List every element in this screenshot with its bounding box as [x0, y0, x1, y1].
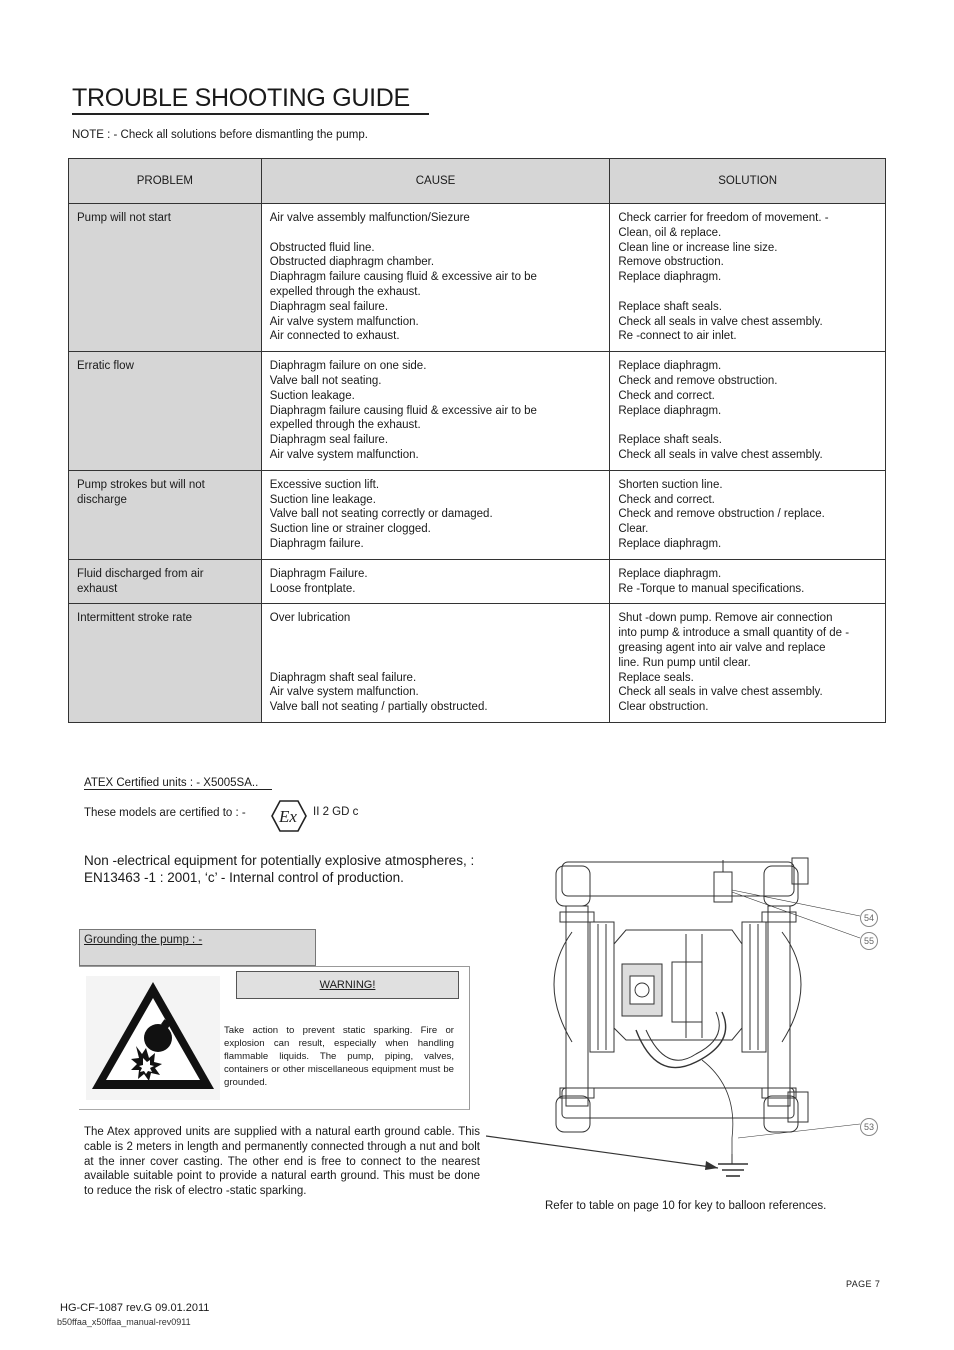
- cell-problem: [69, 559, 262, 604]
- problem-line: Fluid discharged from air: [77, 567, 204, 580]
- solution-line: Check all seals in valve chest assembly.: [618, 315, 823, 328]
- solution-line: Check and correct.: [618, 389, 715, 402]
- cell-cause: [261, 204, 610, 352]
- cause-line: [270, 656, 602, 671]
- cause-line: Valve ball not seating / partially obstructed.: [269, 701, 488, 714]
- diagram-reference-note: Refer to table on page 10 for key to balloon references.: [545, 1200, 827, 1212]
- solution-line: Re -connect to air inlet.: [618, 330, 737, 343]
- troubleshooting-table: [68, 158, 886, 723]
- cell-solution: [610, 604, 886, 723]
- cause-line: expelled through the exhaust.: [269, 419, 421, 432]
- svg-text:Ex: Ex: [279, 807, 297, 826]
- cause-line: Obstructed diaphragm chamber.: [269, 256, 435, 269]
- atex-certified-units: ATEX Certified units : - X5005SA..: [84, 777, 272, 790]
- cell-cause: [261, 604, 610, 723]
- cell-solution: [610, 352, 886, 471]
- cell-problem: [69, 352, 262, 471]
- problem-line: Pump will not start: [77, 212, 171, 224]
- ex-atex-icon: [271, 800, 307, 837]
- cause-line: Diaphragm failure causing fluid & excessive air to be: [269, 404, 537, 417]
- cause-line: Valve ball not seating correctly or damaged.: [269, 508, 493, 521]
- cause-line: Diaphragm failure.: [269, 537, 364, 550]
- solution-line: Clear obstruction.: [618, 701, 709, 714]
- solution-line: Check all seals in valve chest assembly.: [618, 686, 823, 699]
- table-header-row: [69, 159, 886, 204]
- note-text: NOTE : - Check all solutions before dismantling the pump.: [72, 129, 368, 141]
- cell-cause: [261, 559, 610, 604]
- solution-line: [618, 418, 877, 433]
- problem-line: exhaust: [77, 582, 118, 595]
- cause-line: [270, 226, 602, 241]
- cause-line: [270, 626, 602, 641]
- header-problem: PROBLEM: [69, 159, 262, 204]
- atex-statement: Non -electrical equipment for potentially explosive atmospheres, : EN13463 -1 : 2001, ‘c’ - Internal control of production.: [84, 853, 475, 885]
- explosion-warning-icon: [86, 976, 220, 1105]
- cell-solution: [610, 470, 886, 559]
- cause-line: Diaphragm Failure.: [269, 567, 368, 580]
- cause-line: Loose frontplate.: [269, 582, 356, 595]
- solution-line: Check and remove obstruction.: [618, 374, 778, 387]
- cause-line: Diaphragm seal failure.: [269, 434, 389, 447]
- table-row: [69, 352, 886, 471]
- cause-line: Air connected to exhaust.: [269, 330, 400, 343]
- solution-line: Replace diaphragm.: [618, 404, 722, 417]
- cause-line: Valve ball not seating.: [269, 374, 382, 387]
- cause-line: Obstructed fluid line.: [269, 241, 375, 254]
- cause-line: expelled through the exhaust.: [269, 285, 421, 298]
- problem-line: Erratic flow: [77, 360, 134, 373]
- balloon-54: 54: [860, 909, 878, 927]
- page-title: TROUBLE SHOOTING GUIDE: [72, 84, 429, 115]
- earth-cable-text: The Atex approved units are supplied with a natural earth ground cable. This cable is 2 meters in length and permanently connected through a nut and bolt at the inner cover casting. The other end is free to connect to the nearest available suitable point to provide a natural earth ground. This must be done to reduce the risk of electro -static sparking.: [84, 1126, 480, 1198]
- pump-diagram: [486, 852, 886, 1197]
- cause-line: Air valve system malfunction.: [269, 315, 419, 328]
- header-solution: SOLUTION: [610, 159, 886, 204]
- warning-title-box: [236, 971, 459, 999]
- problem-line: discharge: [77, 493, 127, 506]
- solution-line: Replace diaphragm.: [618, 567, 722, 580]
- balloon-55: 55: [860, 932, 878, 950]
- cause-line: Suction line or strainer clogged.: [269, 523, 431, 536]
- solution-line: Remove obstruction.: [618, 256, 724, 269]
- table-row: [69, 559, 886, 604]
- cause-line: Suction line leakage.: [269, 493, 376, 506]
- solution-line: into pump & introduce a small quantity of de -: [618, 627, 850, 640]
- solution-line: Shut -down pump. Remove air connection: [618, 612, 833, 625]
- cause-line: Diaphragm failure causing fluid & excessive air to be: [269, 271, 537, 284]
- atex-code: II 2 GD c: [313, 806, 359, 818]
- solution-line: Replace shaft seals.: [618, 434, 722, 447]
- solution-line: Clean, oil & replace.: [618, 226, 722, 239]
- solution-line: Replace diaphragm.: [618, 537, 722, 550]
- grounding-label: Grounding the pump : -: [84, 934, 203, 946]
- cause-line: Air valve system malfunction.: [269, 686, 419, 699]
- solution-line: Replace diaphragm.: [618, 271, 722, 284]
- document-reference: HG-CF-1087 rev.G 09.01.2011: [60, 1302, 210, 1314]
- cell-cause: [261, 352, 610, 471]
- cause-line: Air valve system malfunction.: [269, 448, 419, 461]
- cell-cause: [261, 470, 610, 559]
- solution-line: [618, 285, 877, 300]
- solution-line: Check and remove obstruction / replace.: [618, 508, 825, 521]
- solution-line: greasing agent into air valve and replace: [618, 641, 826, 654]
- warning-text: Take action to prevent static sparking. Fire or explosion can result, especially when handling flammable liquids. The pump, piping, valves, containers or other miscellaneous equipment must be grounded.: [224, 1025, 454, 1088]
- page-number: PAGE 7: [846, 1279, 881, 1289]
- file-reference: b50ffaa_x50ffaa_manual-rev0911: [57, 1317, 191, 1327]
- solution-line: Replace seals.: [618, 671, 694, 684]
- solution-line: Check carrier for freedom of movement. -: [618, 212, 829, 224]
- solution-line: Replace diaphragm.: [618, 360, 722, 373]
- atex-certified-to: These models are certified to : -: [84, 807, 246, 819]
- solution-line: Clean line or increase line size.: [618, 241, 778, 254]
- cause-line: Diaphragm failure on one side.: [269, 360, 427, 373]
- problem-line: Intermittent stroke rate: [77, 612, 193, 625]
- cell-solution: [610, 559, 886, 604]
- cell-solution: [610, 204, 886, 352]
- balloon-53: 53: [860, 1118, 878, 1136]
- cause-line: Diaphragm seal failure.: [269, 300, 389, 313]
- cell-problem: [69, 604, 262, 723]
- solution-line: Shorten suction line.: [618, 478, 723, 491]
- problem-line: Pump strokes but will not: [77, 478, 205, 491]
- solution-line: Replace shaft seals.: [618, 300, 722, 313]
- cause-line: [270, 641, 602, 656]
- solution-line: Clear.: [618, 523, 649, 536]
- cause-line: Excessive suction lift.: [269, 478, 380, 491]
- table-row: [69, 470, 886, 559]
- cell-problem: [69, 470, 262, 559]
- solution-line: line. Run pump until clear.: [618, 656, 751, 669]
- warning-title: WARNING!: [319, 979, 376, 991]
- cell-problem: [69, 204, 262, 352]
- cause-line: Suction leakage.: [269, 389, 355, 402]
- cause-line: Over lubrication: [269, 612, 351, 625]
- header-cause: CAUSE: [261, 159, 610, 204]
- cause-line: Diaphragm shaft seal failure.: [269, 671, 417, 684]
- solution-line: Check all seals in valve chest assembly.: [618, 448, 823, 461]
- solution-line: Check and correct.: [618, 493, 715, 506]
- cause-line: Air valve assembly malfunction/Siezure: [269, 212, 470, 224]
- table-row: [69, 604, 886, 723]
- solution-line: Re -Torque to manual specifications.: [618, 582, 805, 595]
- table-row: [69, 204, 886, 352]
